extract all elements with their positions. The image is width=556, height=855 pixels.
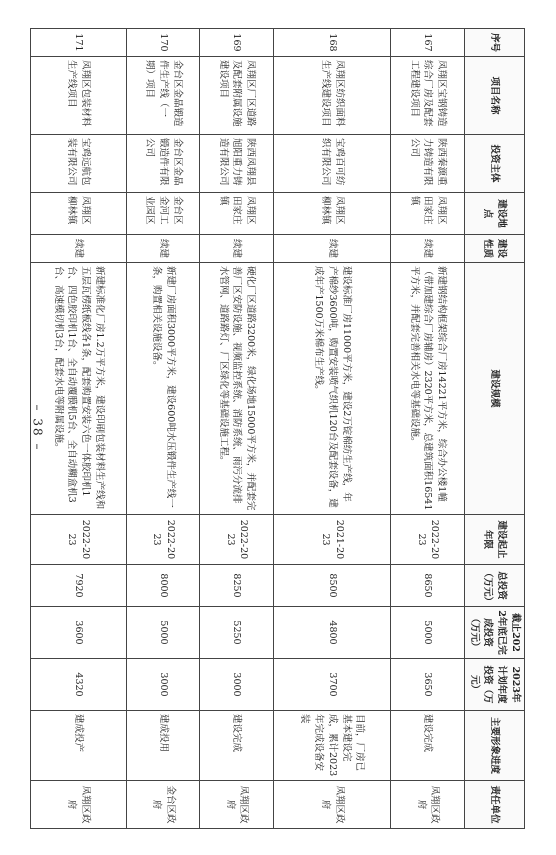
cell-owner: 宝鸡百可纺织有限公司 bbox=[273, 135, 390, 193]
page-number: – 38 – bbox=[30, 404, 45, 451]
cell-owner: 陕西秦源重力铸造有限公司 bbox=[391, 135, 465, 193]
cell-owner: 金台区金晶锻造件有限公司 bbox=[126, 135, 200, 193]
cell-progress: 建设完成 bbox=[200, 711, 274, 781]
cell-done: 5250 bbox=[200, 607, 274, 659]
cell-total: 7920 bbox=[31, 565, 127, 607]
cell-progress: 建成投用 bbox=[126, 711, 200, 781]
table-header-row bbox=[464, 29, 524, 829]
table-row bbox=[391, 29, 465, 829]
table-sheet bbox=[30, 28, 525, 828]
cell-no: 171 bbox=[31, 29, 127, 57]
header-plan: 2023年计划年度投资（万元） bbox=[464, 659, 524, 711]
project-table bbox=[30, 28, 525, 829]
cell-unit: 凤翔区政府 bbox=[391, 781, 465, 829]
cell-scale: 建设标准厂房11000平方米，建设2万锭棉纺生产线，年产棉纱3600吨，购置安装喷气织机120台及配套设备，建成年产1500万米棉布生产线。 bbox=[273, 263, 390, 515]
cell-nature: 续建 bbox=[391, 235, 465, 263]
cell-unit: 凤翔区政府 bbox=[273, 781, 390, 829]
cell-plan: 4320 bbox=[31, 659, 127, 711]
cell-total: 8250 bbox=[200, 565, 274, 607]
cell-location: 凤翔区柳林镇 bbox=[273, 193, 390, 235]
cell-no: 167 bbox=[391, 29, 465, 57]
cell-period: 2022-2023 bbox=[126, 515, 200, 565]
cell-name: 凤翔区厂区道路及配套附属设施建设项目 bbox=[200, 57, 274, 135]
cell-scale: 新建标准化厂房1.2万平方米，建设印刷包装材料生产线和五层瓦楞纸板线各1条，配套购置安装六色一体胶印机1台、四色胶印机1台、全自动覆膜机5台、全自动糊盒机3台、高速模切机3台，配套水电等附属设施。 bbox=[31, 263, 127, 515]
header-scale: 建设规模 bbox=[464, 263, 524, 515]
header-unit: 责任单位 bbox=[464, 781, 524, 829]
cell-done: 5000 bbox=[391, 607, 465, 659]
cell-progress: 目前，厂房已基本建设完成，累计2023年完成设备安装 bbox=[273, 711, 390, 781]
cell-plan: 3000 bbox=[200, 659, 274, 711]
cell-unit: 凤翔区政府 bbox=[200, 781, 274, 829]
header-no: 序号 bbox=[464, 29, 524, 57]
cell-plan: 3650 bbox=[391, 659, 465, 711]
cell-name: 金台区金晶锻造件生产线（一期）项目 bbox=[126, 57, 200, 135]
cell-plan: 3700 bbox=[273, 659, 390, 711]
cell-no: 169 bbox=[200, 29, 274, 57]
cell-period: 2021-2023 bbox=[273, 515, 390, 565]
header-done: 截止2022年底已完成投资（万元） bbox=[464, 607, 524, 659]
cell-name: 凤翔区宝钢铸造综合厂房及配套工程建设项目 bbox=[391, 57, 465, 135]
cell-done: 3600 bbox=[31, 607, 127, 659]
cell-unit: 凤翔区政府 bbox=[31, 781, 127, 829]
cell-scale: 新建厂房面积3000平方米，建设600吨水压锻件生产线一条，购置相关设施设备。 bbox=[126, 263, 200, 515]
cell-location: 凤翔区田家庄镇 bbox=[200, 193, 274, 235]
table-row bbox=[200, 29, 274, 829]
cell-done: 5000 bbox=[126, 607, 200, 659]
cell-period: 2022-2023 bbox=[31, 515, 127, 565]
table-row bbox=[273, 29, 390, 829]
cell-location: 凤翔区田家庄镇 bbox=[391, 193, 465, 235]
cell-location: 金台区金河工业园区 bbox=[126, 193, 200, 235]
cell-location: 凤翔区柳林镇 bbox=[31, 193, 127, 235]
cell-period: 2022-2023 bbox=[391, 515, 465, 565]
cell-done: 4800 bbox=[273, 607, 390, 659]
cell-scale: 硬化厂区道路3200米，绿化场地15000平方米，并配套完善厂区安防设施、视频监控系统、消防系统、雨污分流排水管网、道路路灯、厂区绿化等基础设施工程。 bbox=[200, 263, 274, 515]
cell-no: 170 bbox=[126, 29, 200, 57]
cell-name: 凤翔区包装材料生产线项目 bbox=[31, 57, 127, 135]
cell-plan: 3000 bbox=[126, 659, 200, 711]
cell-total: 8000 bbox=[126, 565, 200, 607]
header-location: 建设地点 bbox=[464, 193, 524, 235]
cell-total: 8500 bbox=[273, 565, 390, 607]
cell-total: 8650 bbox=[391, 565, 465, 607]
header-nature: 建设性质 bbox=[464, 235, 524, 263]
header-total: 总投资（万元） bbox=[464, 565, 524, 607]
cell-nature: 续建 bbox=[200, 235, 274, 263]
cell-progress: 建成投产 bbox=[31, 711, 127, 781]
header-name: 项目名称 bbox=[464, 57, 524, 135]
cell-owner: 陕西凤翔县旭阳重力铸造有限公司 bbox=[200, 135, 274, 193]
cell-nature: 续建 bbox=[31, 235, 127, 263]
table-row bbox=[126, 29, 200, 829]
cell-no: 168 bbox=[273, 29, 390, 57]
cell-owner: 宝鸡远航包装有限公司 bbox=[31, 135, 127, 193]
header-period: 建设起止年限 bbox=[464, 515, 524, 565]
cell-name: 凤翔区纺织面料生产线建设项目 bbox=[273, 57, 390, 135]
header-owner: 投资主体 bbox=[464, 135, 524, 193]
cell-unit: 金台区政府 bbox=[126, 781, 200, 829]
table-row bbox=[31, 29, 127, 829]
header-progress: 主要形象进度 bbox=[464, 711, 524, 781]
cell-nature: 续建 bbox=[273, 235, 390, 263]
cell-period: 2022-2023 bbox=[200, 515, 274, 565]
cell-progress: 建设完成 bbox=[391, 711, 465, 781]
cell-scale: 新建钢结构框架综合厂房14221平方米，综合办公楼1幢（带加建综合厂房辅房）2320平方米，总建筑面积16541平方米，并配套完善相关水电等基础设施。 bbox=[391, 263, 465, 515]
cell-nature: 续建 bbox=[126, 235, 200, 263]
